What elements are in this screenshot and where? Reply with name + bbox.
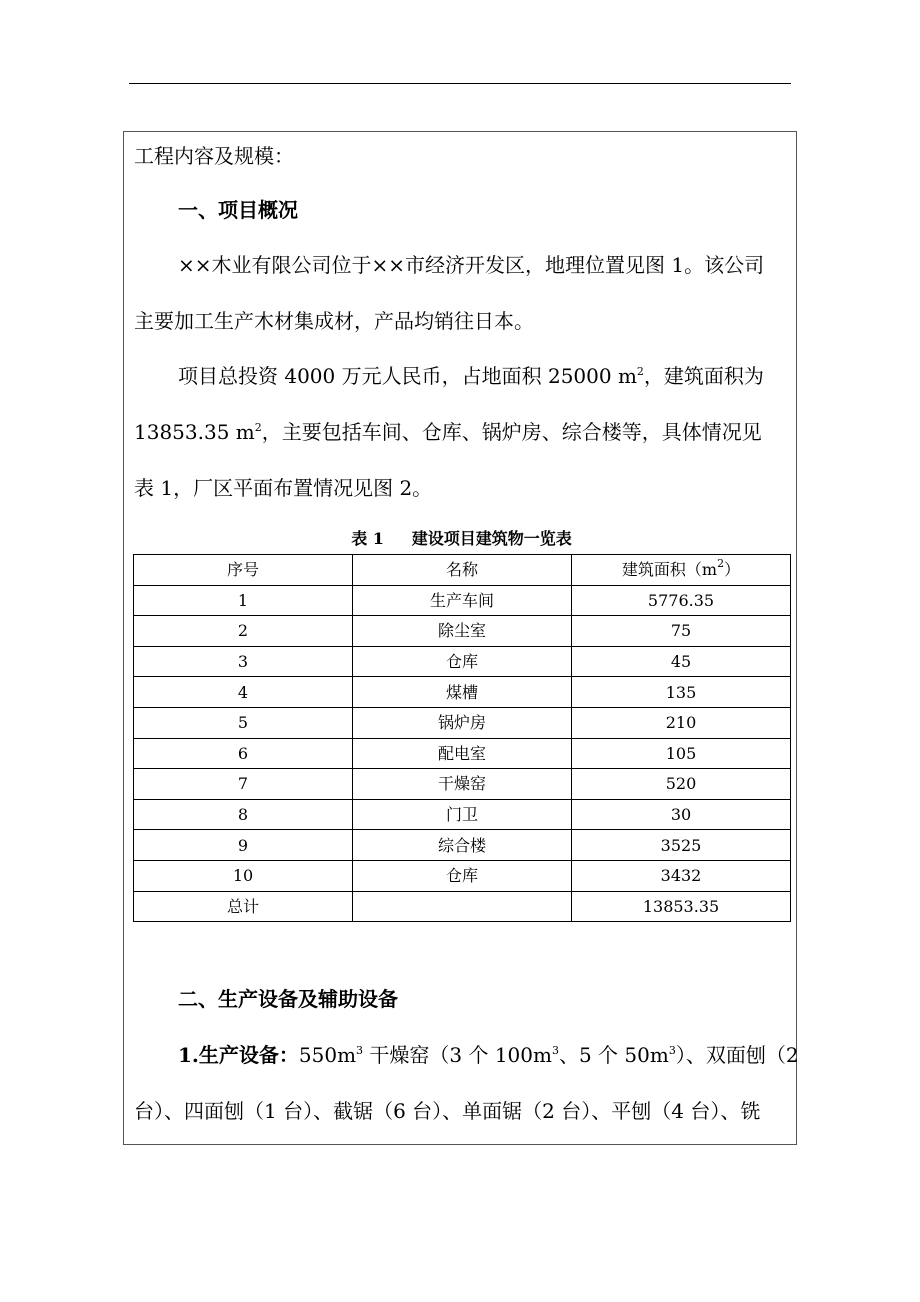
- para1-line1: ××木业有限公司位于××市经济开发区，地理位置见图 1。该公司: [178, 253, 765, 277]
- equipment-line2: 台）、四面刨（1 台）、截锯（6 台）、单面锯（2 台）、平刨（4 台）、铣: [134, 1099, 761, 1123]
- cell-name: 仓库: [353, 860, 572, 891]
- total-empty: [353, 891, 572, 922]
- header-area: 建筑面积$(m^2)$: [572, 555, 791, 586]
- cell-index: 2: [134, 616, 353, 647]
- table-row: [134, 738, 791, 769]
- cell-index: 9: [134, 830, 353, 861]
- cell-name: 干燥窑: [353, 769, 572, 800]
- cell-area: 135: [572, 677, 791, 708]
- total-value: 13853.35: [572, 891, 791, 922]
- cell-name: 生产车间: [353, 585, 572, 616]
- cell-name: 门卫: [353, 799, 572, 830]
- table-caption: 表 1 建设项目建筑物一览表: [351, 529, 572, 548]
- cell-area: 105: [572, 738, 791, 769]
- cell-area: 3432: [572, 860, 791, 891]
- table-row: [134, 860, 791, 891]
- table-row: [134, 585, 791, 616]
- cell-name: 锅炉房: [353, 707, 572, 738]
- para1-line2: 主要加工生产木材集成材，产品均销往日本。: [134, 309, 534, 333]
- cell-area: 5776.35: [572, 585, 791, 616]
- header-rule: [129, 83, 791, 84]
- table-header-row: [134, 555, 791, 586]
- table-row: [134, 830, 791, 861]
- header-name: 名称: [353, 555, 572, 586]
- cell-index: 7: [134, 769, 353, 800]
- para2-line2: 13853.35 $m^2$，主要包括车间、仓库、锅炉房、综合楼等，具体情况见: [134, 420, 762, 444]
- cell-name: 除尘室: [353, 616, 572, 647]
- cell-area: 45: [572, 646, 791, 677]
- table-row: [134, 769, 791, 800]
- cell-index: 1: [134, 585, 353, 616]
- buildings-table: [133, 554, 791, 922]
- cell-area: 210: [572, 707, 791, 738]
- section1-heading: 一、项目概况: [178, 198, 298, 222]
- cell-name: 仓库: [353, 646, 572, 677]
- para2-line3: 表 1，厂区平面布置情况见图 2。: [134, 476, 433, 500]
- cell-area: 520: [572, 769, 791, 800]
- table-row: [134, 799, 791, 830]
- cell-area: 3525: [572, 830, 791, 861]
- cell-area: 30: [572, 799, 791, 830]
- table-row: [134, 677, 791, 708]
- cell-name: 煤槽: [353, 677, 572, 708]
- cell-name: 综合楼: [353, 830, 572, 861]
- cell-index: 5: [134, 707, 353, 738]
- section2-heading: 二、生产设备及辅助设备: [178, 987, 398, 1011]
- header-index: 序号: [134, 555, 353, 586]
- table-row: [134, 616, 791, 647]
- intro-label: 工程内容及规模：: [134, 144, 294, 168]
- cell-index: 6: [134, 738, 353, 769]
- table-row: [134, 646, 791, 677]
- equipment-line1: 1.生产设备：$550m^3$ 干燥窑（3 个 $100m^3$、5 个 $50m^3$）、双面刨（2: [178, 1043, 799, 1067]
- cell-index: 8: [134, 799, 353, 830]
- cell-index: 3: [134, 646, 353, 677]
- cell-index: 10: [134, 860, 353, 891]
- total-label: 总计: [134, 891, 353, 922]
- table-total-row: [134, 891, 791, 922]
- cell-name: 配电室: [353, 738, 572, 769]
- cell-area: 75: [572, 616, 791, 647]
- cell-index: 4: [134, 677, 353, 708]
- table-row: [134, 707, 791, 738]
- para2-line1: 项目总投资 4000 万元人民币，占地面积 25000 $m^2$，建筑面积为: [178, 364, 764, 388]
